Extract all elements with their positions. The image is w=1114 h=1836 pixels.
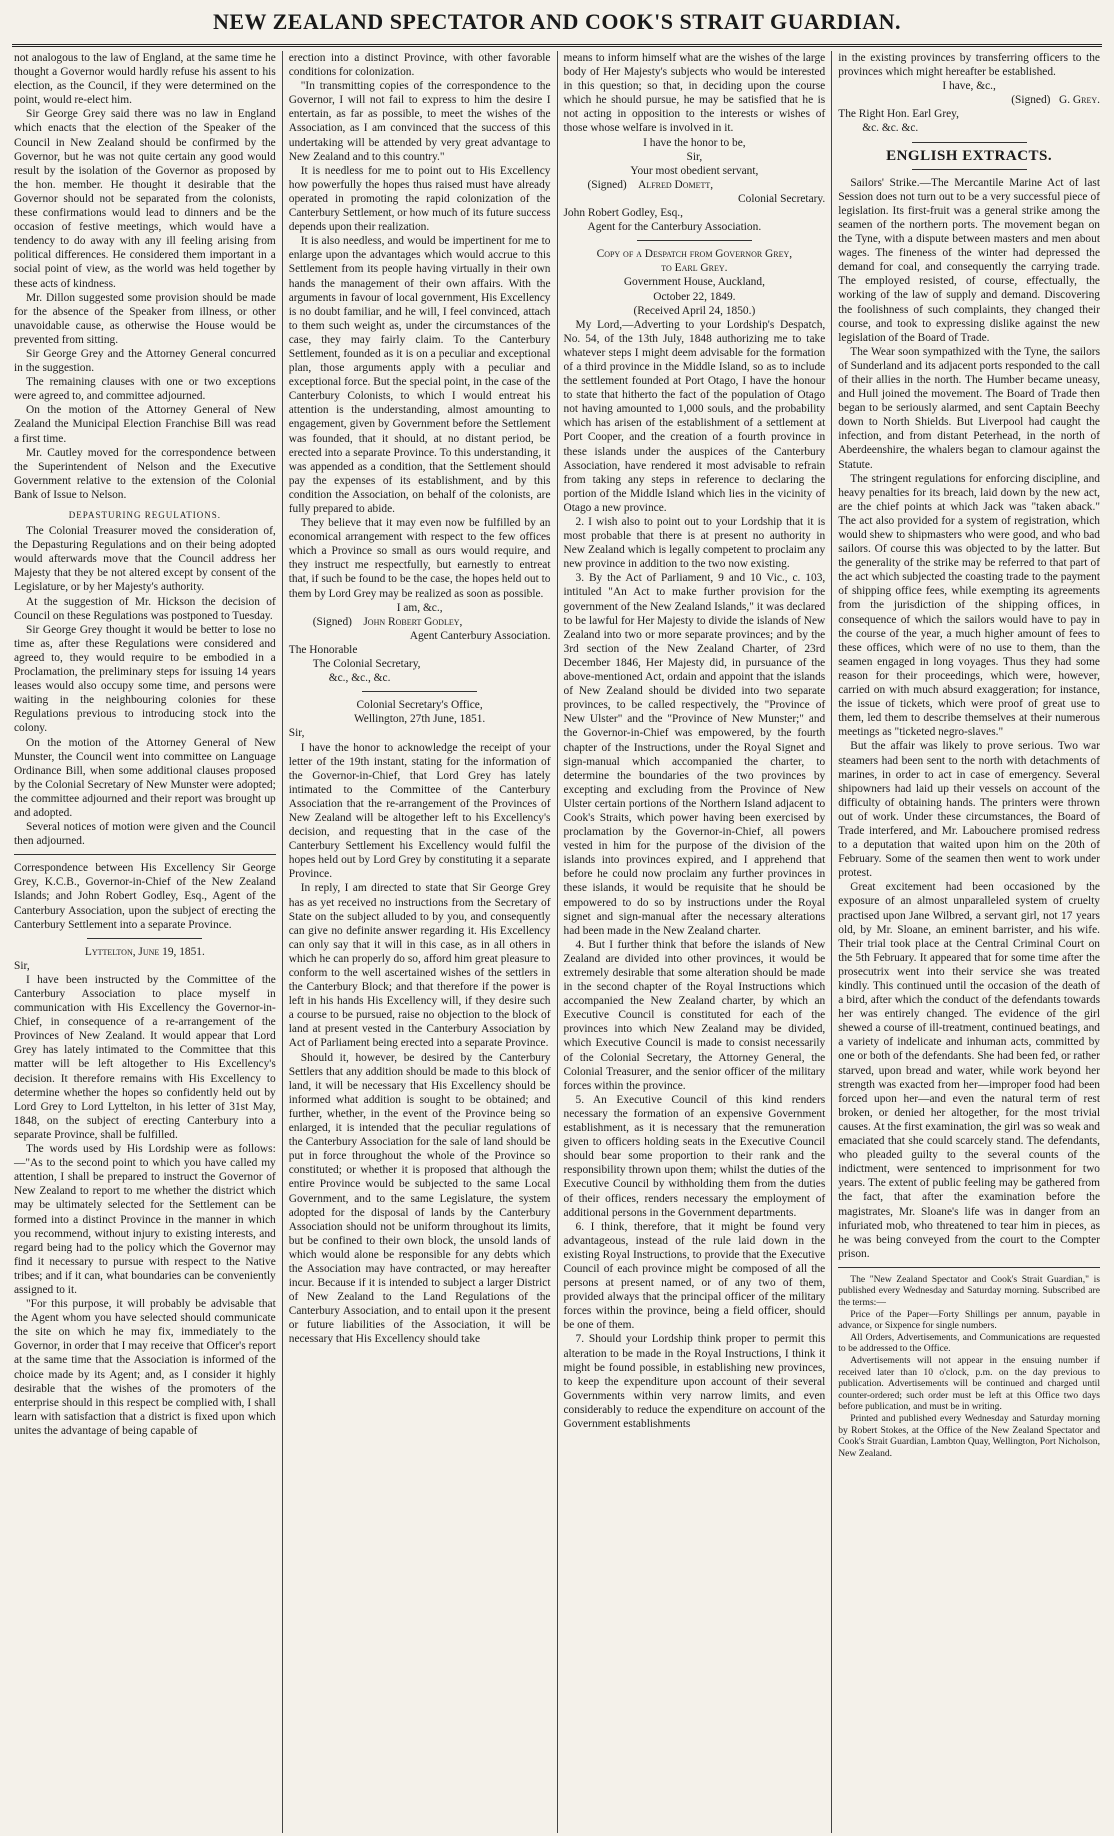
paragraph: The stringent regulations for enforcing discipline, and heavy penalties for its breach, laid down by the new act, are the chief points at which Jack was "taken aback." The act also provided for a system of registration, which would shew to shipmasters who were good, and who bad sailors. Of course this was objected to by the latter. But the generality of the strike may be referred to that part of the act which subjected the coasting trade to the payment of shipping office fees, while exempting its agreements from the jurisdiction of the shipping offices, in consequence of which the sailors would have to pay in the course of the year, a much higher amount of fees to these offices, which were of no use to them, than the seamen engaged in long voyages. Thus they had some reason for their proceedings, which were, however, carried on with much absurd exaggeration; for instance, the issue of tickets, which were proof of great use to them, led them to describe themselves at their numerous meetings as "ticketed negro-slaves." bbox=[838, 472, 1100, 739]
paragraph: Sir George Grey and the Attorney General concurred in the suggestion. bbox=[14, 347, 276, 375]
publisher-notice: All Orders, Advertisements, and Communications are requested to be addressed to the Office. bbox=[838, 1331, 1100, 1355]
addressee: &c., &c., &c. bbox=[328, 672, 391, 685]
paragraph: But the affair was likely to prove serious. Two war steamers had been sent to the north with detachments of marines, in order to act in case of emergency. Several shipowners had laid up their vessels on account of the difficulty of obtaining hands. The printers were thrown out of work. Under these circumstances, the Board of Trade interfered, and Mr. Labouchere promised redress to a deputation that waited upon him on the 20th of February. Some of the seamen then went to work under protest. bbox=[838, 740, 1100, 880]
column-4 bbox=[832, 51, 1106, 1833]
closing: I have the honor to be, bbox=[643, 136, 746, 149]
paragraph: The Colonial Treasurer moved the consideration of, the Depasturing Regulations and on their being adopted would afterwards move that the Council address her Majesty that they be not altered except by consent of the Legislature, or by her Majesty's authority. bbox=[14, 525, 276, 594]
correspondence-heading: Correspondence between His Excellency Sir George Grey, K.C.B., Governor-in-Chief of the New Zealand Islands; and John Robert Godley, Esq., Agent of the Canterbury Association, upon the subject of erecting the Canterbury Settlement into a separate Province. bbox=[14, 862, 276, 931]
signer-name: John Robert Godley, bbox=[363, 615, 463, 628]
signature bbox=[313, 615, 551, 629]
office-date: Wellington, 27th June, 1851. bbox=[353, 713, 486, 726]
despatch-received: (Received April 24, 1850.) bbox=[633, 304, 756, 317]
paragraph: Several notices of motion were given and the Council then adjourned. bbox=[14, 821, 276, 848]
paragraph: 4. But I further think that before the islands of New Zealand are divided into other provinces, it would be extremely desirable that some alteration should be made in the second chapter of the Royal Instructions which accompanied the New Zealand charter, by which an Executive Council is constituted for each of the provinces into which New Zealand may be divided, which Executive Council is made to consist necessarily of the Colonial Secretary, the Attorney General, the Colonial Treasurer, and the senior officer of the military forces within the province. bbox=[563, 938, 826, 1092]
column-2 bbox=[283, 51, 558, 1833]
salutation: Sir, bbox=[14, 959, 30, 972]
paragraph: Sir George Grey thought it would be better to lose no time as, after these Regulations were considered and agreed to, they would require to be embodied in a Proclamation, the preliminary steps for issuing 14 years leases would also occupy some time, and persons were waiting in the neighbouring colonies for these Regulations previous to introducing stock into the colony. bbox=[14, 623, 276, 735]
paragraph: At the suggestion of Mr. Hickson the decision of Council on these Regulations was postponed to Tuesday. bbox=[14, 595, 276, 622]
section-subheading: DEPASTURING REGULATIONS. bbox=[68, 510, 221, 520]
signer-title: Agent Canterbury Association. bbox=[409, 629, 551, 642]
divider bbox=[362, 691, 477, 692]
signer-name: Alfred Domett, bbox=[638, 178, 714, 191]
addressee: Agent for the Canterbury Association. bbox=[587, 221, 762, 234]
publisher-notice: Advertisements will not appear in the ensuing number if received later than 10 o'clock, p.m. on the day previous to publication. Advertisements will be continued and charged until counter-ordered; such order must be left at this Office two days before publication, and must be in writing. bbox=[838, 1355, 1100, 1413]
paragraph: I have the honor to acknowledge the receipt of your letter of the 19th instant, stating for the information of the Governor-in-Chief, that Lord Grey has lately intimated to the Committee of the Canterbury Association that the re-arrangement of the Provinces of New Zealand will be altogether left to his Excellency's decision, and requesting that in the case of the Canterbury Settlement his Excellency would fulfil the hopes held out by Lord Grey by constituting it a separate Province. bbox=[288, 741, 551, 881]
divider bbox=[912, 142, 1027, 143]
publisher-notice: Printed and published every Wednesday and Saturday morning by Robert Stokes, at the Office of the New Zealand Spectator and Cook's Strait Guardian, Lambton Quay, Wellington, Port Nicholson, New Zealand. bbox=[838, 1413, 1100, 1459]
divider bbox=[912, 169, 1027, 170]
paragraph: Mr. Cautley moved for the correspondence between the Superintendent of Nelson and the Executive Government relative to the extension of the Colonial Bank of Issue to Nelson. bbox=[14, 446, 276, 501]
paragraph: 3. By the Act of Parliament, 9 and 10 Vic., c. 103, intituled "An Act to make further provision for the government of the New Zealand Islands," it was declared to be lawful for Her Majesty to divide the islands of New Zealand into two or more separate provinces; and by the 3rd section of the New Zealand Charter, of 23rd December 1846, Her Majesty did, in pursuance of the above-mentioned Act, ordain and appoint that the islands of New Zealand should be divided into two separate provinces, to be called respectively, the "Province of New Ulster" and the "Province of New Munster;" and the Governor-in-Chief was empowered, by the fourth chapter of the Instructions, under the Royal Signet and sign-manual which accompanied the charter, to determine the boundaries of the two provinces by excepting and excluding from the Province of New Ulster certain portions of the Northern Island adjacent to Cook's Straits, which power having been exercised by proclamation by the Governor-in-Chief, all powers vested in him for the purpose of the division of the islands into provinces expired, and I apprehend that before he could now proclaim any further provinces in these islands, it would be requisite that he should be empowered to do so by instructions under the Royal signet and sign-manual after the necessary alterations had been made in the New Zealand charter. bbox=[563, 572, 826, 937]
closing: I am, &c., bbox=[396, 601, 443, 614]
paragraph: 5. An Executive Council of this kind renders necessary the formation of an expensive Government establishment, as it is necessary that the remuneration given to officers holding seats in the Executive Council should bear some proportion to their rank and the responsibility thrown upon them; whilst the duties of the Executive Council by withholding them from the duties of their offices, renders necessary the employment of additional persons in the Government departments. bbox=[563, 1093, 826, 1219]
addressee: The Honorable bbox=[288, 643, 358, 656]
signature bbox=[838, 93, 1100, 107]
paragraph: Sailors' Strike.—The Mercantile Marine Act of last Session does not turn out to be a very successful piece of legislation. Its first-fruit was a general strike among the seamen of the northern ports. The movement began on the Tyne, with a dispute between masters and men about wages. The fineness of the winter had depressed the demand for coal, and consequently the carrying trade. The employed resisted, of course, effectually, the working of the law of supply and demand. Discovering the foolishness of such complaints, they changed their course, and took to expressing dislike against the new legislation of the Board of Trade. bbox=[838, 176, 1100, 344]
section-heading: ENGLISH EXTRACTS. bbox=[886, 147, 1053, 164]
dateline: Lyttelton, June 19, 1851. bbox=[84, 945, 205, 958]
paragraph: 7. Should your Lordship think proper to permit this alteration to be made in the Royal Instructions, I think it might be found possible, in establishing new provinces, to keep the expenditure upon account of their several Governments within very narrow limits, and even considerably to reduce the expenditure on account of the Government establishments bbox=[563, 1333, 826, 1430]
signer-name: G. Grey. bbox=[1059, 94, 1100, 107]
paragraph: My Lord,—Adverting to your Lordship's Despatch, No. 54, of the 13th July, 1848 authorizing me to take whatever steps I might deem advisable for the formation of a third province in the Middle Island, so as to include the settlement founded at Port Otago, I have the honour to state that hitherto the fact of the population of Otago not having amounted to 1,000 souls, and the probability which has arisen of the establishment of a settlement at Port Cooper, and the creation of a fourth province in these islands under the auspices of the Canterbury Association, have rendered it most advisable to refrain from taking any steps in reference to declaring the portion of the Middle Island which lies in the vicinity of Otago a new province. bbox=[563, 318, 826, 514]
paragraph: 6. I think, therefore, that it might be found very advantageous, instead of the rule laid down in the existing Royal Instructions, to provide that the Executive Council of each province might be composed of all the persons at present named, or of any two of them, provided always that the principal officer of the military forces within the province, being a field officer, should be one of them. bbox=[563, 1220, 826, 1332]
addressee: John Robert Godley, Esq., bbox=[563, 207, 683, 220]
paragraph: in the existing provinces by transferring officers to the provinces which might hereafter be established. bbox=[838, 52, 1100, 79]
columns bbox=[8, 51, 1106, 1833]
paragraph: The words used by His Lordship were as follows:—"As to the second point to which you have called my attention, I shall be prepared to instruct the Governor of New Zealand to report to me whether the district which may be ultimately selected for the Settlement can be formed into a distinct Province in the manner in which you recommend, without injury to existing interests, and regard being had to the policy which the Governor may find it necessary to pursue with respect to the Native tribes; and if it can, what boundaries can be conveniently assigned to it. bbox=[14, 1143, 276, 1296]
paragraph: On the motion of the Attorney General of New Zealand the Municipal Election Franchise Bill was read a first time. bbox=[14, 404, 276, 445]
paragraph: The Wear soon sympathized with the Tyne, the sailors of Sunderland and its adjacent ports responded to the call of their allies in the north. The Humber became uneasy, and Hull joined the movement. The Board of Trade then began to be seriously alarmed, and sent Captain Beechy down to North Shields. But Liverpool had caught the infection, and from distant Peterhead, in the north of Aberdeenshire, the whalers began to clamour against the Statute. bbox=[838, 345, 1100, 471]
signed-label: (Signed) bbox=[312, 615, 352, 628]
paragraph: Mr. Dillon suggested some provision should be made for the absence of the Speaker from illness, or other unavoidable cause, as otherwise the House would be prevented from sitting. bbox=[14, 291, 276, 346]
divider bbox=[838, 1267, 1100, 1268]
paragraph: 2. I wish also to point out to your Lordship that it is most probable that there is at present no authority in New Zealand which is legally competent to proclaim any new province in addition to the two now existing. bbox=[563, 516, 826, 571]
signed-label: (Signed) bbox=[1011, 94, 1051, 107]
paragraph: On the motion of the Attorney General of New Munster, the Council went into committee on Language Ordinance Bill, when some additional clauses proposed by the Colonial Secretary of New Munster were adopted; the committee adjourned and their report was brought up and adopted. bbox=[14, 736, 276, 819]
publisher-notice: Price of the Paper—Forty Shillings per annum, payable in advance, or Sixpence for single numbers. bbox=[838, 1308, 1100, 1332]
despatch-heading: Copy of a Despatch from Governor Grey, bbox=[596, 248, 793, 261]
paragraph: "For this purpose, it will probably be advisable that the Agent whom you have selected should communicate the site on which he may fix, immediately to the Governor, in order that I may receive that Officer's report at the same time that the Association is informed of the choice made by its Agent; and, as I consider it highly desirable that the wishes of the promoters of the enterprise should in this respect be complied with, I shall learn with satisfaction that a district is fixed upon which unites the advantage of being capable of bbox=[14, 1298, 276, 1437]
closing: Your most obedient servant, bbox=[630, 164, 759, 177]
paragraph: erection into a distinct Province, with other favorable conditions for colonization. bbox=[288, 52, 551, 79]
closing: I have, &c., bbox=[942, 80, 996, 93]
masthead: NEW ZEALAND SPECTATOR AND COOK'S STRAIT GUARDIAN. bbox=[12, 0, 1102, 47]
office-line: Colonial Secretary's Office, bbox=[356, 699, 483, 712]
addressee: &c. &c. &c. bbox=[862, 122, 919, 135]
paragraph: Great excitement had been occasioned by the exposure of an almost unparalleled system of cruelty practised upon Jane Wilbred, a servant girl, not 17 years old, by Mr. Sloane, an eminent barrister, and his wife. Their trial took place at the Central Criminal Court on the 5th February. It appeared that for some time after the prosecutrix went into their service she was treated kindly. This continued until the occasion of the death of a bird, after which the conduct of the defendants towards her was entirely changed. The evidence of the girl shewed a course of ill-treatment, continued beatings, and a variety of indelicate and inhuman acts, committed by one or both of the defendants. She had been fed, or rather starved, upon bread and water, while work beyond her strength was exacted from her—improper food had been forced upon her—and even the natural term of rest broken, or denied her altogether, for the most trivial causes. At the first examination, the girl was so weak and emaciated that she could scarcely stand. The defendants, who pleaded guilty to the several counts of the indictment, were sentenced to imprisonment for two years. The extent of public feeling may be gathered from the fact, that after the examination before the magistrates, Mr. Sloane's life was in danger from an infuriated mob, who threatened to tear him in pieces, as he was being conveyed from the court to the Compter prison. bbox=[838, 881, 1100, 1260]
addressee: The Right Hon. Earl Grey, bbox=[838, 108, 959, 121]
paragraph: It is needless for me to point out to His Excellency how powerfully the hopes thus raised must have already operated in promoting the rapid colonization of the Canterbury Settlement, or how much of its future success depends upon their realization. bbox=[288, 164, 551, 234]
paragraph: I have been instructed by the Committee of the Canterbury Association to place myself in communication with His Excellency the Governor-in-Chief, in consequence of a re-arrangement of the Provinces of New Zealand. It would appear that Lord Grey has lately intimated to the Committee that this matter will be left altogether to His Excellency's decision. It therefore remains with His Excellency to determine whether the hopes so confidently held out by Lord Grey to Lord Lyttelton, in his letter of 31st May, 1848, on the subject of erecting Canterbury into a separate Province, shall be fulfilled. bbox=[14, 973, 276, 1141]
addressee: The Colonial Secretary, bbox=[312, 658, 421, 671]
paragraph: It is also needless, and would be impertinent for me to enlarge upon the advantages which would accrue to this Settlement from its people having virtually in their own hands the management of their own affairs. With the arguments in favour of local government, His Excellency is no doubt familiar, and he will, I feel convinced, attach to them such weight as, under the circumstances of the case, they may fairly claim. To the Canterbury Settlement, founded as it is on a peculiar and exceptional plan, those arguments apply with a peculiar and exceptional force. But the special point, in the case of the Canterbury Colonists, to which I would entreat his attention is the understanding, almost amounting to engagement, given by Government before the Settlement was founded, that it should, at no distant period, be erected into a separate Province. To this understanding, it was appended as a condition, that the Settlement should pay the expenses of its establishment, and by this condition the Association, on behalf of the colonists, are fully prepared to abide. bbox=[288, 235, 551, 515]
paragraph: not analogous to the law of England, at the same time he thought a Governor would hardly refuse his assent to his election, as the Council, if they were determined on the point, would re-elect him. bbox=[14, 52, 276, 107]
closing: Sir, bbox=[686, 150, 703, 163]
despatch-date: October 22, 1849. bbox=[653, 290, 736, 303]
column-1 bbox=[8, 51, 283, 1833]
paragraph: They believe that it may even now be fulfilled by an economical arrangement with respect to the few offices which a Province so small as ours would require, and they instruct me respectfully, but earnestly to entreat that, if such be found to be the case, the hopes held out to them by Lord Grey may be realized as soon as possible. bbox=[288, 517, 551, 600]
despatch-heading: to Earl Grey. bbox=[661, 262, 728, 275]
despatch-place: Government House, Auckland, bbox=[623, 276, 765, 289]
salutation: Sir, bbox=[288, 727, 305, 740]
signer-title: Colonial Secretary. bbox=[738, 192, 826, 205]
paragraph: The remaining clauses with one or two exceptions were agreed to, and committee adjourned. bbox=[14, 376, 276, 403]
divider bbox=[14, 854, 276, 855]
paragraph: "In transmitting copies of the correspondence to the Governor, I will not fail to express to him the desire I entertain, as far as possible, to meet the wishes of the Association, as I am convinced that the success of this undertaking will be attended by very great advantage to New Zealand and to this country." bbox=[288, 80, 551, 163]
column-3 bbox=[558, 51, 833, 1833]
paragraph: Sir George Grey said there was no law in England which enacts that the election of the Speaker of the Council in New Zealand should be confirmed by the Governor, but he was not quite certain any good would result by the isolation of the Governor as proposed by the hon. member. He thought it desirable that the Governor should not be separated from the colonists, these confirmations would lead to dinners and be the occasion of festive meetings, which would have a tendency to do away with any ill feeling arising from political differences. He considered them important in a social point of view, as the world was held together by these acts of kindness. bbox=[14, 108, 276, 290]
paragraph: Should it, however, be desired by the Canterbury Settlers that any addition should be made to this block of land, it will be necessary that His Excellency should be informed what addition is sought to be obtained; and further, whether, in the event of the Province being so enlarged, it is intended that the peculiar regulations of the Canterbury Association for the sale of land should be put in force throughout the whole of the Province so constituted; or whether it is proposed that although the entire Province would be subjected to the same Local Government, and to the same Legislature, the system adopted for the disposal of lands by the Canterbury Association should not be uniform throughout its limits, but be confined to their own block, the unsold lands of which would alone be responsible for any debts which the Association may have contracted, or may hereafter incur. Because if it is intended to subject a larger District of New Zealand to the Land Regulations of the Canterbury Association, and to entail upon it the present or future liabilities of the Association, it will be necessary that His Excellency should take bbox=[288, 1051, 551, 1346]
divider bbox=[87, 938, 202, 939]
paragraph: In reply, I am directed to state that Sir George Grey has as yet received no instructions from the Secretary of State on the subject alluded to by you, and consequently can give no definite answer regarding it. His Excellency can only say that it will in this case, as in all others in which he can properly do so, afford him great pleasure to conform to the well ascertained wishes of the settlers in the Canterbury Block; and that therefore if the power is left in his hands His Excellency will, if they desire such a course to be pursued, raise no objection to the block of land at present vested in the Canterbury Association by Act of Parliament being erected into a separate Province. bbox=[288, 882, 551, 1050]
signature bbox=[588, 178, 826, 192]
signed-label: (Signed) bbox=[587, 178, 627, 191]
publisher-notice: The "New Zealand Spectator and Cook's Strait Guardian," is published every Wednesday and Saturday morning. Subscribed are the terms:— bbox=[838, 1273, 1100, 1309]
paragraph: means to inform himself what are the wishes of the large body of Her Majesty's subjects who would be interested in this question; so that, in deciding upon the course which he should pursue, he may be satisfied that he is not acting in opposition to the interests or wishes of those whose welfare is involved in it. bbox=[563, 52, 826, 135]
divider bbox=[637, 240, 752, 241]
